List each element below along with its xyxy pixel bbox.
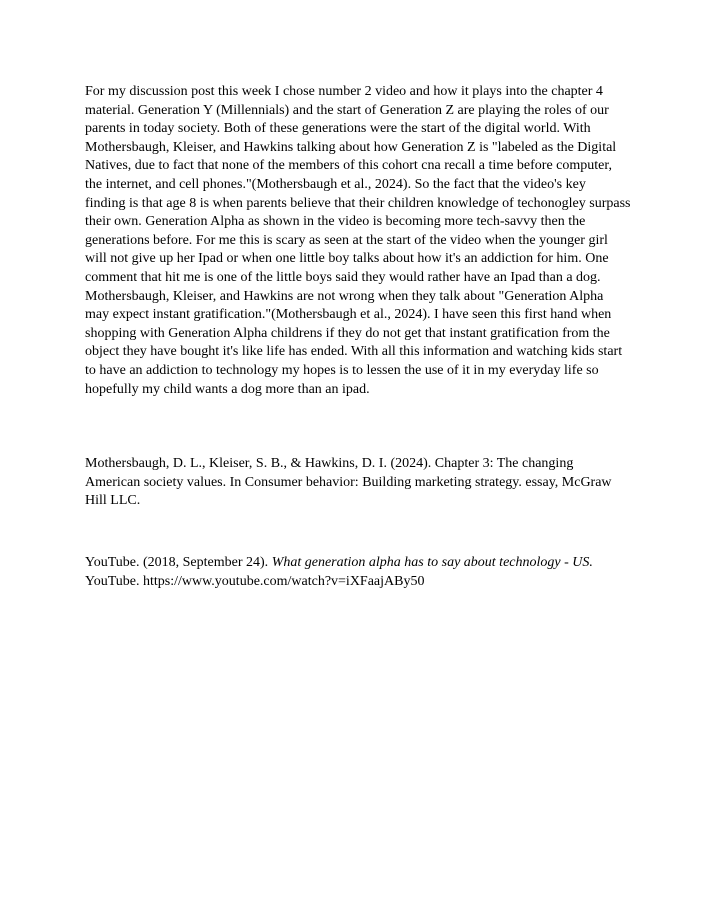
reference-textbook bbox=[85, 455, 645, 511]
reference-line: American society values. In Consumer behavior: Building marketing strategy. essay, McGraw bbox=[85, 474, 612, 490]
reference-prefix: YouTube. (2018, September 24). bbox=[85, 555, 272, 570]
paragraph-line: Mothersbaugh, Kleiser, and Hawkins talking about how Generation Z is "labeled as the Digital bbox=[85, 139, 617, 155]
paragraph-line: hopefully my child wants a dog more than an ipad. bbox=[85, 381, 370, 397]
paragraph-line: parents in today society. Both of these generations were the start of the digital world. With bbox=[85, 121, 591, 137]
reference-line: Hill LLC. bbox=[85, 493, 141, 509]
reference-youtube bbox=[85, 554, 645, 591]
reference-title: What generation alpha has to say about technology - US. bbox=[271, 555, 593, 570]
paragraph-line: generations before. For me this is scary as seen at the start of the video when the younger girl bbox=[85, 232, 608, 248]
paragraph-line: to have an addiction to technology my hopes is to lessen the use of it in my everyday life so bbox=[85, 362, 599, 378]
paragraph-line: Mothersbaugh, Kleiser, and Hawkins are not wrong when they talk about "Generation Alpha bbox=[85, 288, 604, 304]
paragraph-line: material. Generation Y (Millennials) and the start of Generation Z are playing the roles of our bbox=[85, 102, 609, 118]
reference-line: YouTube. https://www.youtube.com/watch?v=iXFaajABy50 bbox=[85, 573, 425, 589]
paragraph-line: object they have bought it's like life has ended. With all this information and watching kids start bbox=[85, 344, 623, 360]
discussion-post-paragraph bbox=[85, 83, 645, 399]
paragraph-line: will not give up her Ipad or when one little boy talks about how it's an addiction for him. One bbox=[85, 251, 609, 267]
paragraph-line: comment that hit me is one of the little boys said they would rather have an Ipad than a dog. bbox=[85, 269, 601, 285]
paragraph-line: shopping with Generation Alpha childrens if they do not get that instant gratification from the bbox=[85, 325, 610, 341]
paragraph-line: the internet, and cell phones."(Mothersbaugh et al., 2024). So the fact that the video's key bbox=[85, 176, 586, 192]
paragraph-line: finding is that age 8 is when parents believe that their children knowledge of techonogley surpass bbox=[85, 195, 631, 211]
paragraph-line: For my discussion post this week I chose number 2 video and how it plays into the chapter 4 bbox=[85, 84, 603, 99]
paragraph-line: Natives, due to fact that none of the members of this cohort cna recall a time before computer, bbox=[85, 158, 612, 174]
paragraph-line: their own. Generation Alpha as shown in the video is becoming more tech-savvy then the bbox=[85, 214, 586, 230]
reference-line: Mothersbaugh, D. L., Kleiser, S. B., & Hawkins, D. I. (2024). Chapter 3: The changing bbox=[85, 456, 574, 471]
paragraph-line: may expect instant gratification."(Mothersbaugh et al., 2024). I have seen this first hand when bbox=[85, 307, 612, 323]
reference-line bbox=[85, 554, 645, 573]
